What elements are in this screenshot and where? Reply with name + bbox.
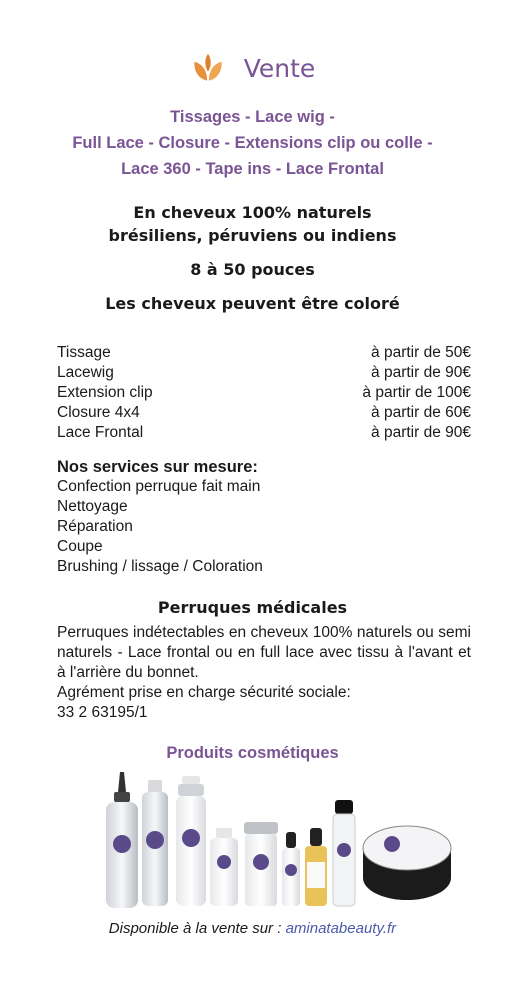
- price-value: à partir de 60€: [371, 404, 471, 421]
- price-list: [57, 343, 471, 443]
- services-section: [57, 457, 477, 577]
- services-title: Nos services sur mesure:: [57, 458, 258, 476]
- product-types-line: Lace 360 - Tape ins - Lace Frontal: [121, 160, 384, 178]
- price-item: Closure 4x4: [57, 404, 140, 421]
- cosmetics-title: Produits cosmétiques: [166, 744, 339, 762]
- price-row: [57, 383, 471, 403]
- service-item: Confection perruque fait main: [57, 478, 261, 495]
- price-value: à partir de 90€: [371, 424, 471, 441]
- cosmetic-products-image: [102, 770, 452, 910]
- price-row: [57, 343, 471, 363]
- hair-colorable: Les cheveux peuvent être coloré: [105, 294, 400, 313]
- jar-tall: [244, 822, 278, 906]
- black-bottle: [333, 800, 355, 906]
- header: [0, 48, 505, 88]
- hair-origin-line: brésiliens, péruviens ou indiens: [108, 226, 397, 245]
- page-title: Vente: [243, 53, 316, 83]
- product-types-line: Tissages - Lace wig -: [170, 108, 335, 126]
- price-item: Lace Frontal: [57, 424, 144, 441]
- price-value: à partir de 50€: [371, 344, 471, 361]
- product-types: [0, 104, 505, 182]
- bottle-applicator: [106, 772, 138, 908]
- price-value: à partir de 90€: [371, 364, 471, 381]
- dropper-small: [282, 832, 300, 906]
- medical-text: Perruques indétectables en cheveux 100% naturels ou semi naturels - Lace frontal ou en full lace avec tissu à l'avant et à l'arrière du bonnet.: [57, 624, 471, 681]
- small-tube: [210, 828, 238, 906]
- price-row: [57, 363, 471, 383]
- oil-bottle: [305, 828, 327, 906]
- spray-bottle: [142, 780, 168, 906]
- footer: [0, 920, 505, 937]
- price-row: [57, 403, 471, 423]
- product-types-line: Full Lace - Closure - Extensions clip ou colle -: [72, 134, 433, 152]
- price-row: [57, 423, 471, 443]
- service-item: Réparation: [57, 518, 133, 535]
- medical-title: Perruques médicales: [157, 598, 348, 617]
- footer-text: Disponible à la vente sur :: [108, 920, 286, 937]
- hair-origin: [0, 201, 505, 247]
- price-item: Lacewig: [57, 364, 114, 381]
- medical-number: 33 2 63195/1: [57, 704, 148, 721]
- medical-agreement: Agrément prise en charge sécurité sociale:: [57, 684, 351, 701]
- service-item: Brushing / lissage / Coloration: [57, 558, 263, 575]
- cream-jar: [363, 826, 451, 900]
- service-item: Nettoyage: [57, 498, 128, 515]
- leaf-logo-icon: [190, 50, 226, 86]
- website-link[interactable]: aminatabeauty.fr: [285, 920, 397, 937]
- foam-bottle: [176, 776, 206, 906]
- price-item: Extension clip: [57, 384, 153, 401]
- price-item: Tissage: [57, 344, 111, 361]
- service-item: Coupe: [57, 538, 103, 555]
- hair-sizes: 8 à 50 pouces: [190, 260, 315, 279]
- medical-description: [57, 623, 471, 723]
- price-value: à partir de 100€: [362, 384, 471, 401]
- hair-origin-line: En cheveux 100% naturels: [133, 203, 372, 222]
